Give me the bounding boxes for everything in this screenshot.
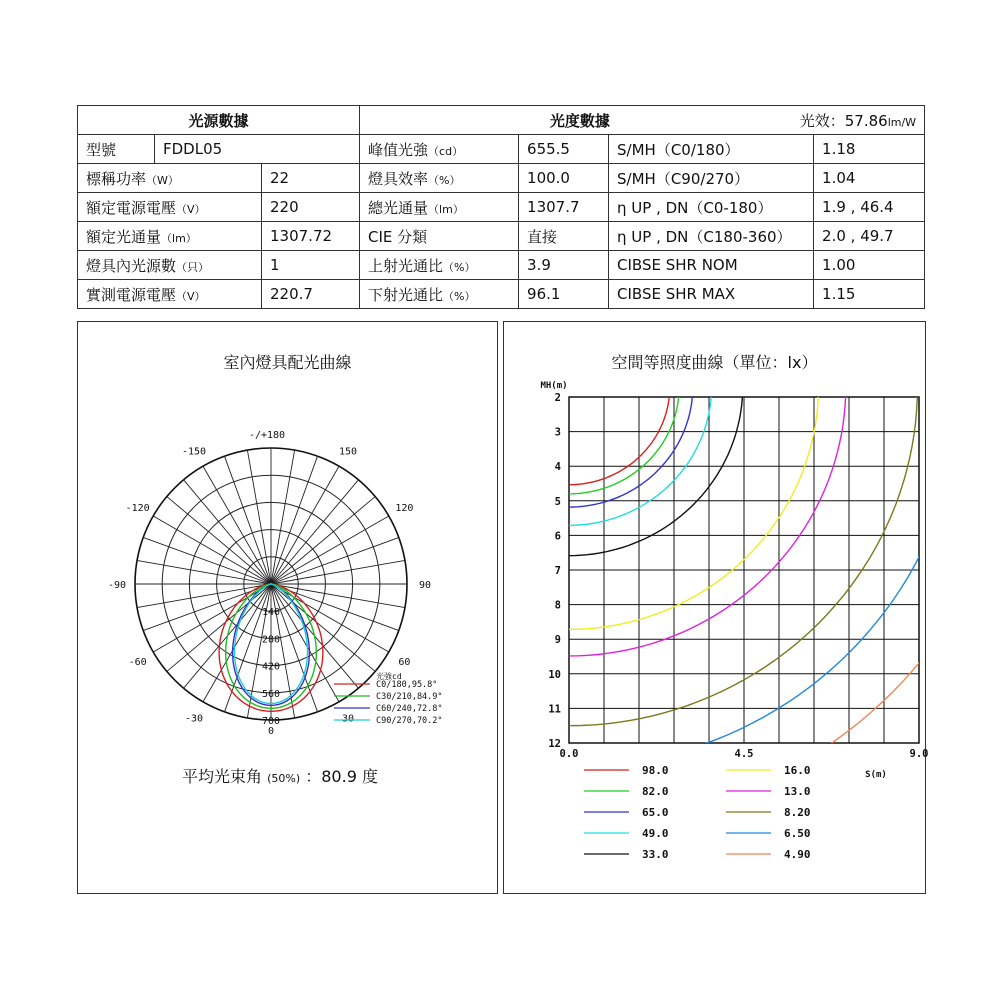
spec-value-text: 1: [270, 256, 280, 274]
photo-label2-text: CIBSE SHR NOM: [617, 256, 738, 274]
spec-value: [262, 193, 360, 222]
photo-label-text: 燈具效率: [368, 169, 429, 188]
isolux-y-tick: 3: [554, 426, 561, 439]
photo-value-text: 3.9: [527, 256, 551, 274]
polar-radial-tick: 140: [261, 607, 281, 619]
spec-value-text: 22: [270, 169, 290, 187]
photo-value2: [814, 222, 925, 251]
spec-label-text: 實測電源電壓: [86, 285, 177, 304]
polar-radial-tick: 0: [267, 579, 275, 590]
photo-label: [360, 164, 519, 193]
isolux-panel: [503, 321, 929, 894]
photo-value-text: 100.0: [527, 169, 570, 187]
polar-legend-label: C60/240,72.8°: [376, 704, 443, 714]
polar-chart: [78, 422, 497, 852]
isolux-x-tick: 9.0: [909, 748, 929, 760]
photo-value2-text: 2.0 , 49.7: [822, 227, 894, 245]
photo-value-text: 96.1: [527, 285, 561, 303]
isolux-y-tick: 8: [554, 599, 561, 612]
photo-value2-text: 1.04: [822, 169, 856, 187]
photo-value: [519, 280, 609, 309]
polar-angle-label: -90: [107, 580, 127, 591]
efficacy: [800, 110, 924, 131]
isolux-chart: [504, 322, 929, 882]
photo-label-text: 總光通量: [368, 198, 429, 217]
beam-angle-value: ：80.9 度: [305, 767, 378, 786]
polar-angle-label: 30: [341, 713, 355, 725]
table-row: [78, 280, 925, 309]
photo-label2-text: η UP , DN（C180-360）: [617, 227, 792, 246]
photo-label2-text: η UP , DN（C0-180）: [617, 198, 773, 217]
photo-value: [519, 164, 609, 193]
spec-label: [78, 251, 262, 280]
spec-unit: （lm）: [161, 231, 197, 245]
isolux-curve: [569, 387, 819, 630]
photo-label-text: 上射光通比: [368, 256, 444, 275]
polar-legend-label: C30/210,84.9°: [376, 692, 443, 702]
spec-value-text: 220.7: [270, 285, 313, 303]
polar-angle-label: 60: [398, 657, 411, 668]
photometric-header-text: 光度數據: [549, 111, 610, 130]
isolux-curve: [569, 387, 679, 494]
spec-label: [78, 164, 262, 193]
isolux-legend-label: 65.0: [642, 806, 669, 819]
spec-label: [78, 222, 262, 251]
polar-angle-label: -150: [181, 446, 207, 458]
efficacy-unit: lm/W: [887, 115, 917, 129]
isolux-curves: [569, 387, 1000, 826]
table-row: [78, 164, 925, 193]
isolux-legend-label: 4.90: [784, 848, 811, 861]
isolux-x-tick: 0.0: [559, 748, 579, 760]
polar-angle-label: 120: [395, 503, 414, 514]
photo-unit: （%）: [443, 289, 476, 303]
spec-table: [77, 105, 925, 309]
spec-label: [78, 193, 262, 222]
beam-angle-label: 平均光束角: [182, 767, 263, 786]
isolux-legend-label: 13.0: [784, 785, 811, 798]
photo-value2: [814, 164, 925, 193]
photo-value: [519, 135, 609, 164]
isolux-ylabel: MH(m): [540, 381, 568, 391]
photo-value2: [814, 193, 925, 222]
spec-unit: （V）: [176, 202, 206, 216]
photo-value2-text: 1.18: [822, 140, 856, 158]
spec-label-text: 型號: [86, 140, 117, 159]
isolux-y-tick: 4: [554, 461, 561, 474]
polar-panel: [77, 321, 498, 894]
spec-value-text: 1307.72: [270, 227, 333, 245]
polar-angle-label: 0: [267, 726, 275, 737]
polar-radial-tick: 700: [261, 716, 281, 727]
photo-label-text: 峰值光強: [368, 140, 429, 159]
photo-label2: [609, 280, 814, 309]
spec-label: [78, 135, 155, 164]
polar-radial-tick: 560: [261, 688, 281, 700]
photo-value: [519, 222, 609, 251]
photo-unit: （%）: [443, 260, 476, 274]
polar-angle-label: 90: [418, 580, 432, 591]
spec-unit: （只）: [176, 260, 210, 274]
photo-value2-text: 1.00: [822, 256, 856, 274]
photo-value2: [814, 251, 925, 280]
spec-value-text: 220: [270, 198, 299, 216]
photo-unit: （lm）: [428, 202, 464, 216]
polar-title: 室內燈具配光曲線: [223, 353, 352, 372]
isolux-y-tick: 11: [548, 703, 561, 716]
isolux-x-tick: 4.5: [734, 748, 754, 760]
beam-angle-text: [182, 764, 378, 787]
polar-angle-label: -120: [125, 503, 150, 514]
isolux-legend-label: 6.50: [784, 827, 811, 840]
polar-angle-label: -30: [184, 713, 204, 725]
photo-value-text: 直接: [527, 227, 558, 246]
isolux-legend-label: 98.0: [642, 764, 669, 777]
isolux-y-tick: 7: [554, 565, 561, 577]
table-row: [78, 193, 925, 222]
isolux-y-tick: 2: [554, 392, 561, 404]
isolux-legend-label: 8.20: [784, 806, 811, 819]
isolux-legend-label: 82.0: [642, 785, 669, 798]
isolux-legend-label: 16.0: [784, 764, 811, 777]
photo-value2-text: 1.9 , 46.4: [822, 198, 894, 216]
spec-label-text: 額定電源電壓: [86, 198, 177, 217]
polar-radial-tick: 420: [261, 661, 281, 673]
isolux-legend-label: 33.0: [642, 848, 669, 861]
photo-value: [519, 193, 609, 222]
photo-label2-text: S/MH（C0/180）: [617, 140, 740, 159]
isolux-curve: [569, 387, 918, 726]
table-row: [78, 222, 925, 251]
photo-label2: [609, 251, 814, 280]
photo-value2: [814, 280, 925, 309]
photo-label2: [609, 193, 814, 222]
spec-label-text: 標稱功率: [86, 169, 147, 188]
isolux-grid: [569, 397, 919, 743]
efficacy-label: 光效：57.86: [799, 111, 888, 130]
isolux-curve: [569, 387, 1000, 826]
spec-value: [262, 251, 360, 280]
photo-label2: [609, 164, 814, 193]
spec-value-text: FDDL05: [163, 140, 223, 158]
isolux-curve: [569, 387, 846, 656]
photo-label2-text: S/MH（C90/270）: [617, 169, 750, 188]
photo-label-text: 下射光通比: [368, 285, 444, 304]
polar-legend-label: C90/270,70.2°: [376, 716, 443, 726]
isolux-legend-label: 49.0: [642, 827, 669, 840]
photo-label2: [609, 135, 814, 164]
spec-label: [78, 280, 262, 309]
isolux-y-tick: 5: [554, 495, 561, 508]
polar-angle-label: 150: [338, 446, 358, 458]
photo-unit: （%）: [428, 173, 461, 187]
isolux-title: 空間等照度曲線（單位：lx）: [611, 353, 818, 372]
photo-value: [519, 251, 609, 280]
isolux-curve: [569, 387, 670, 485]
isolux-y-tick: 12: [548, 738, 561, 750]
photo-value-text: 1307.7: [527, 198, 580, 216]
beam-angle-unit: (50%): [267, 772, 301, 785]
photo-label2: [609, 222, 814, 251]
isolux-y-tick: 6: [554, 530, 561, 543]
photometric-header: [360, 106, 925, 135]
photo-label2-text: CIBSE SHR MAX: [617, 285, 736, 303]
polar-angle-label: -60: [128, 657, 147, 668]
photo-label: [360, 280, 519, 309]
isolux-y-tick: 10: [548, 668, 561, 681]
spec-label-text: 額定光通量: [86, 227, 162, 246]
spec-unit: （V）: [176, 289, 206, 303]
polar-radial-tick: 280: [261, 634, 281, 646]
photo-value-text: 655.5: [527, 140, 570, 158]
photo-value2: [814, 135, 925, 164]
photo-label-text: CIE 分類: [368, 227, 428, 246]
polar-legend-label: C0/180,95.8°: [376, 680, 438, 690]
photo-value2-text: 1.15: [822, 285, 856, 303]
spec-value: [262, 164, 360, 193]
light-source-header: [78, 106, 360, 135]
photo-label: [360, 251, 519, 280]
isolux-curve: [569, 387, 743, 556]
table-header-row: [78, 106, 925, 135]
polar-legend-title: 光強cd: [376, 672, 402, 681]
isolux-y-tick: 9: [554, 634, 561, 647]
photo-label: [360, 193, 519, 222]
table-row: [78, 251, 925, 280]
photo-label: [360, 222, 519, 251]
light-source-header-text: 光源數據: [188, 111, 249, 130]
polar-angle-label: -/+180: [248, 430, 286, 441]
isolux-xlabel: S(m): [865, 770, 887, 780]
table-row: [78, 135, 925, 164]
photo-unit: （cd）: [428, 144, 464, 158]
spec-value: [262, 222, 360, 251]
photo-label: [360, 135, 519, 164]
spec-value: [262, 280, 360, 309]
spec-label-text: 燈具內光源數: [86, 256, 177, 275]
spec-value: [155, 135, 360, 164]
spec-unit: （W）: [146, 173, 179, 187]
